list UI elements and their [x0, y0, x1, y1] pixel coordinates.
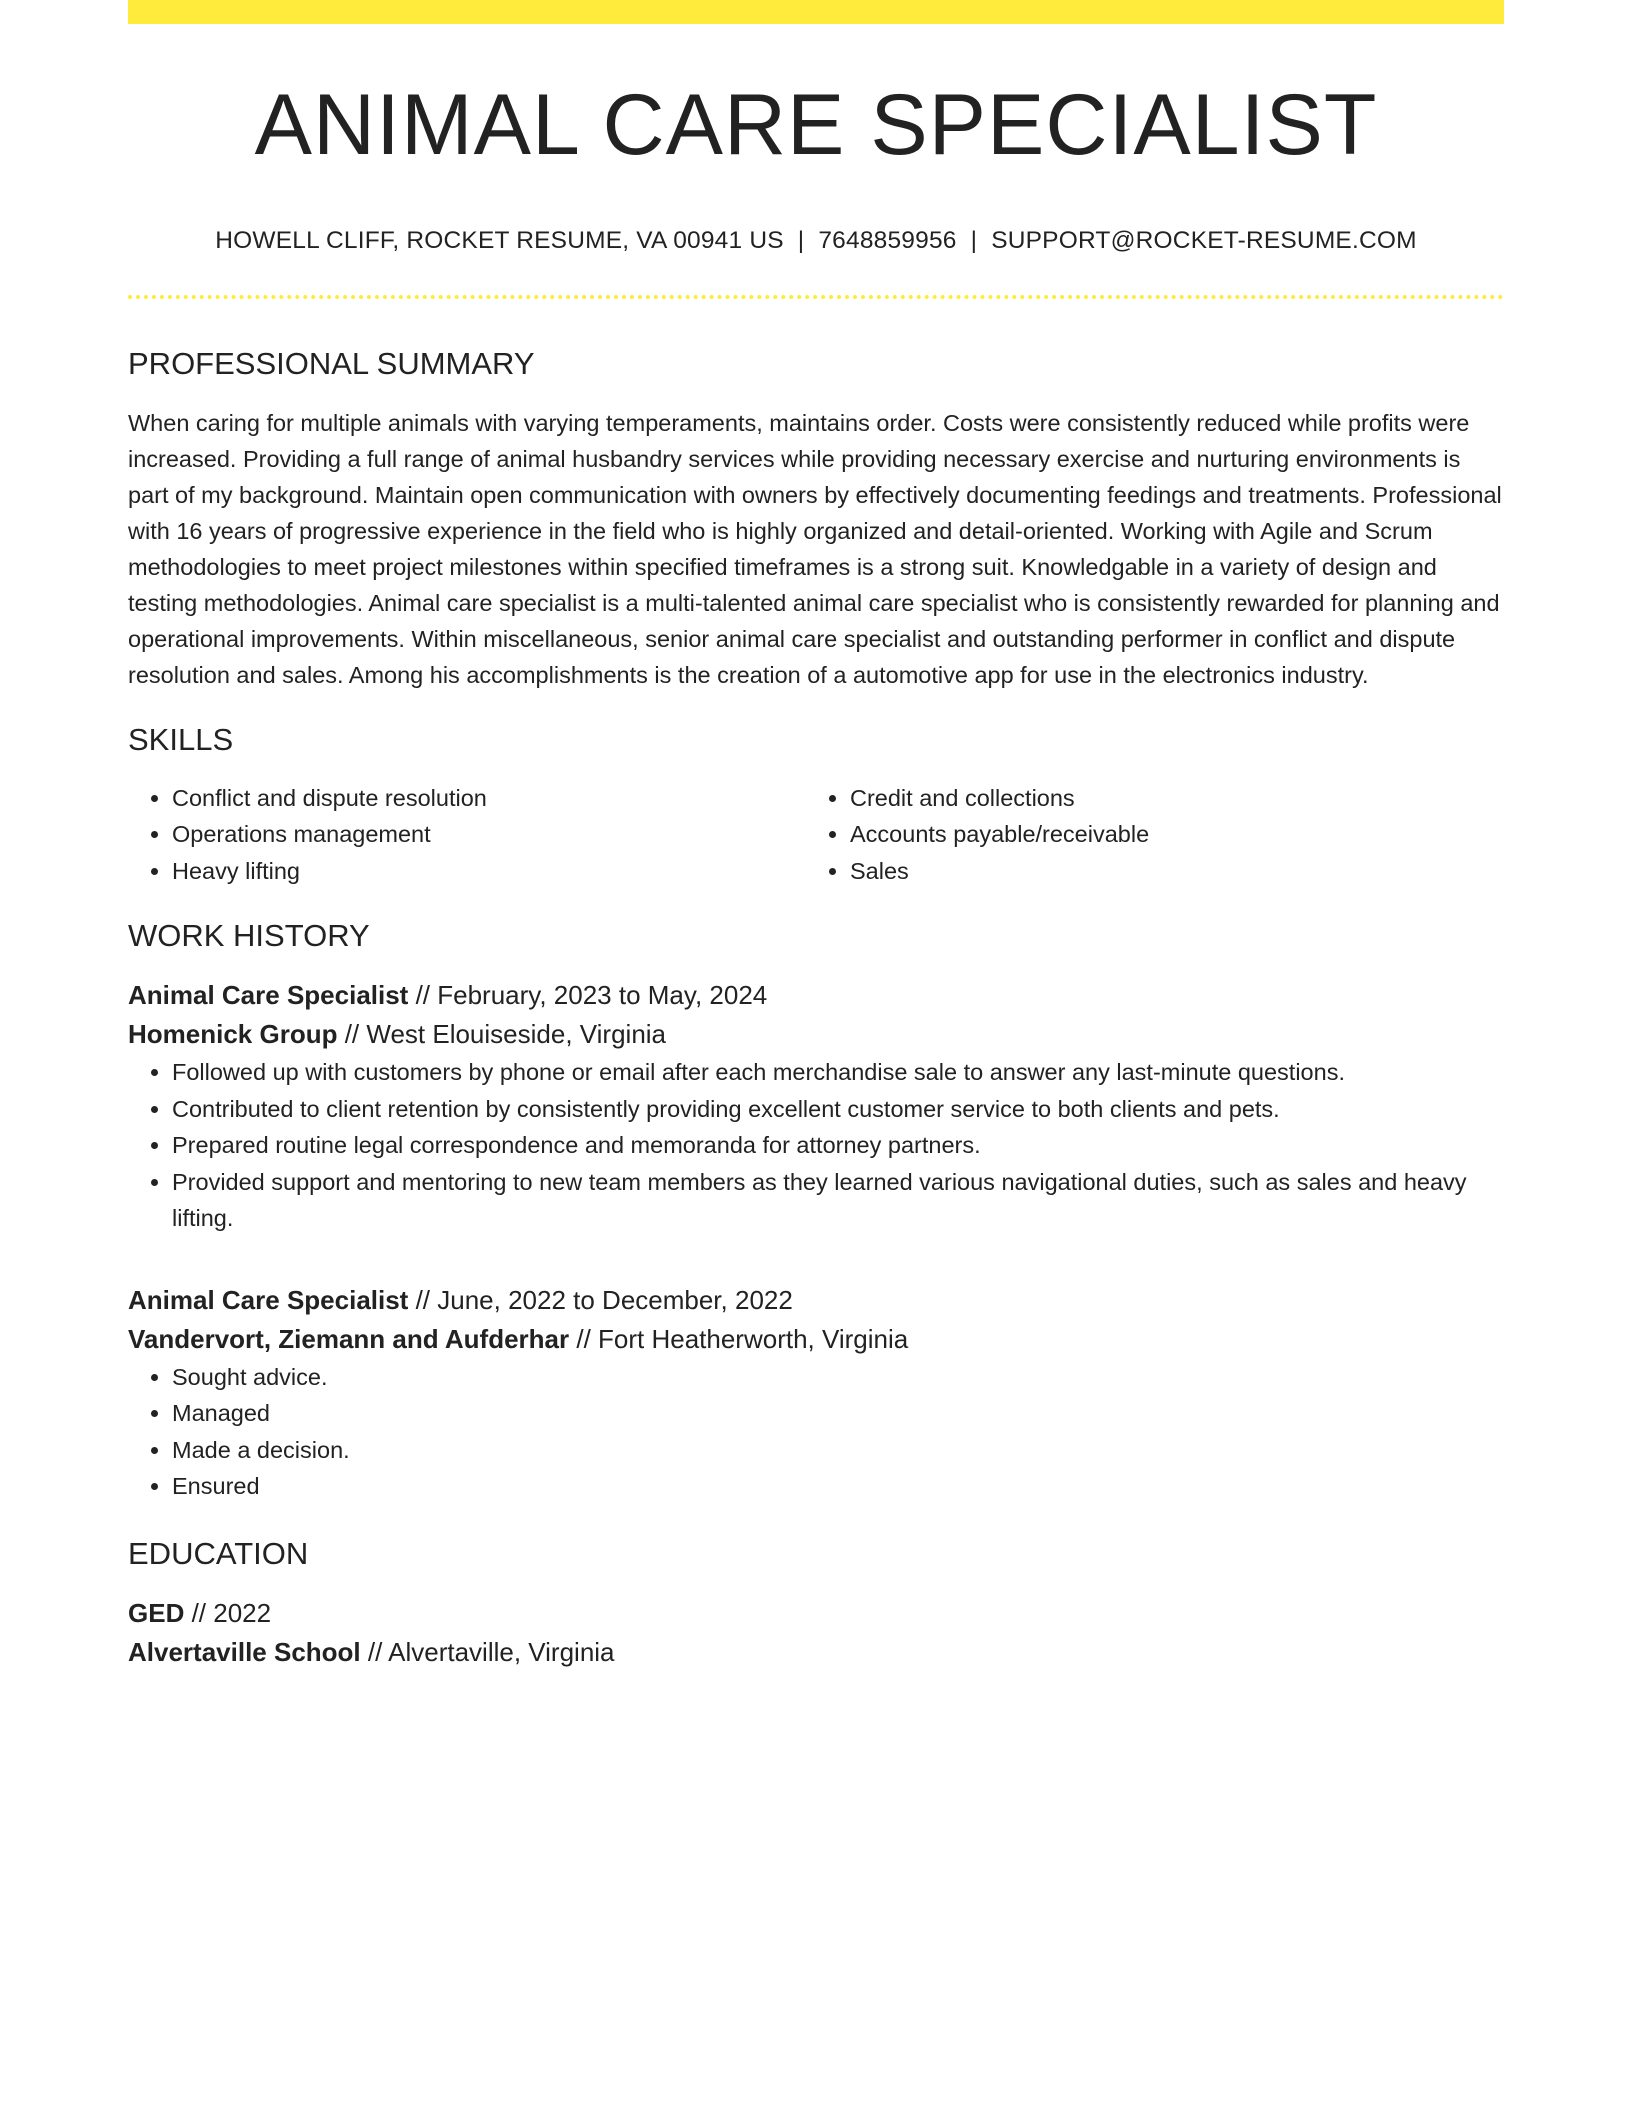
- job-bullets: [128, 1054, 1504, 1237]
- job-company: Vandervort, Ziemann and Aufderhar: [128, 1323, 570, 1354]
- education-degree-line: [128, 1594, 1504, 1633]
- job-dates: // February, 2023 to May, 2024: [408, 980, 768, 1011]
- job-bullet: • Contributed to client retention by consistently providing excellent customer service to both clients and pets.: [172, 1091, 1504, 1128]
- job-bullet: • Managed: [172, 1395, 1504, 1432]
- contact-phone: 7648859956: [818, 227, 957, 254]
- skill-item: • Conflict and dispute resolution: [172, 780, 806, 817]
- job-company: Homenick Group: [128, 1019, 338, 1050]
- contact-address: HOWELL CLIFF, ROCKET RESUME, VA 00941 US: [215, 227, 784, 254]
- job-bullet: • Made a decision.: [172, 1432, 1504, 1469]
- job-role: Animal Care Specialist: [128, 1284, 409, 1315]
- skill-item: • Sales: [850, 853, 1484, 890]
- job-bullet: • Sought advice.: [172, 1359, 1504, 1396]
- skills-heading: SKILLS: [128, 721, 234, 757]
- skill-item: • Heavy lifting: [172, 853, 806, 890]
- education-year: // 2022: [184, 1598, 272, 1629]
- job-entry: [128, 976, 1504, 1237]
- job-role-line: [128, 976, 1504, 1015]
- accent-top-bar: [128, 0, 1504, 24]
- summary-heading: PROFESSIONAL SUMMARY: [128, 346, 535, 382]
- contact-separator: |: [797, 227, 805, 254]
- job-company-line: [128, 1015, 1504, 1054]
- education-school: Alvertaville School: [128, 1637, 361, 1668]
- skills-list: [128, 780, 1504, 890]
- contact-separator: |: [970, 227, 978, 254]
- job-location: // West Elouiseside, Virginia: [337, 1019, 667, 1050]
- job-dates: // June, 2022 to December, 2022: [408, 1284, 793, 1315]
- education-heading: EDUCATION: [128, 1535, 309, 1571]
- skill-item: • Accounts payable/receivable: [850, 816, 1484, 853]
- contact-line: [128, 226, 1504, 255]
- job-bullet: • Provided support and mentoring to new team members as they learned various navigational duties, such as sales and heavy lifting.: [172, 1164, 1504, 1237]
- job-bullet: • Ensured: [172, 1468, 1504, 1505]
- skill-item: • Operations management: [172, 816, 806, 853]
- job-location: // Fort Heatherworth, Virginia: [569, 1323, 909, 1354]
- skills-column-left: [128, 780, 806, 890]
- dotted-divider: [128, 295, 1504, 299]
- resume-title: ANIMAL CARE SPECIALIST: [254, 77, 1378, 173]
- job-role: Animal Care Specialist: [128, 980, 409, 1011]
- work-history-heading: WORK HISTORY: [128, 918, 370, 954]
- resume-page: [128, 0, 1504, 1672]
- job-company-line: [128, 1320, 1504, 1359]
- education-entry: [128, 1594, 1504, 1672]
- job-entry: [128, 1281, 1504, 1505]
- summary-text: When caring for multiple animals with varying temperaments, maintains order. Costs were consistently reduced while profits were increased. Providing a full range of animal husbandry services while providing necessary exercise and nurturing environments is part of my background. Maintain open communication with owners by effectively documenting feedings and treatments. Professional with 16 years of progressive experience in the field who is highly organized and detail-oriented. Working with Agile and Scrum methodologies to meet project milestones within specified timeframes is a strong suit. Knowledgable in a variety of design and testing methodologies. Animal care specialist is a multi-talented animal care specialist who is consistently rewarded for planning and operational improvements. Within miscellaneous, senior animal care specialist and outstanding performer in conflict and dispute resolution and sales. Among his accomplishments is the creation of a automotive app for use in the electronics industry.: [128, 409, 1502, 688]
- skills-column-right: [806, 780, 1484, 890]
- job-role-line: [128, 1281, 1504, 1320]
- job-bullet: • Followed up with customers by phone or email after each merchandise sale to answer any last-minute questions.: [172, 1054, 1504, 1091]
- job-bullets: [128, 1359, 1504, 1505]
- job-bullet: • Prepared routine legal correspondence and memoranda for attorney partners.: [172, 1127, 1504, 1164]
- education-degree: GED: [128, 1598, 185, 1629]
- education-school-line: [128, 1633, 1504, 1672]
- skill-item: • Credit and collections: [850, 780, 1484, 817]
- education-location: // Alvertaville, Virginia: [360, 1637, 615, 1668]
- contact-email: SUPPORT@ROCKET-RESUME.COM: [991, 227, 1417, 254]
